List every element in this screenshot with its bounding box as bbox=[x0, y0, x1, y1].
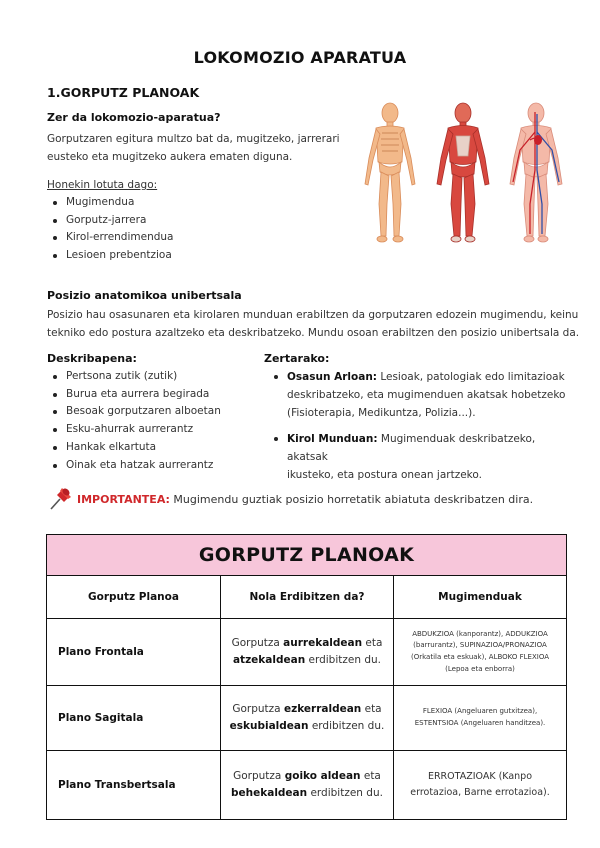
intro-question: Zer da lokomozio-aparatua? bbox=[47, 111, 221, 124]
division-text: eta bbox=[362, 637, 383, 649]
list-item: Besoak gorputzaren alboetan bbox=[47, 403, 221, 421]
plane-name: Plano Sagitala bbox=[47, 686, 221, 751]
purpose-text: deskribatzeko, eta mugimenduen akatsak hobetzeko bbox=[287, 389, 566, 401]
plane-name: Plano Frontala bbox=[47, 619, 221, 686]
list-item bbox=[268, 430, 573, 484]
list-item: Mugimendua bbox=[47, 194, 174, 212]
movement-line: ERROTAZIOAK (Kanpo bbox=[427, 771, 533, 782]
list-item: Oinak eta hatzak aurrerantz bbox=[47, 457, 221, 475]
division-part: ezkerraldean bbox=[283, 703, 362, 715]
anatomic-text-line: tekniko edo postura azaltzeko eta deskribatzeko. Mundu osoan erabiltzen den posizio unibertsala da. bbox=[47, 327, 580, 339]
table-title: GORPUTZ PLANOAK bbox=[47, 535, 567, 576]
division-text: eta bbox=[360, 770, 381, 782]
important-lead: IMPORTANTEA: bbox=[77, 493, 170, 506]
description-heading: Deskribapena: bbox=[47, 352, 137, 365]
list-item: Kirol-errendimendua bbox=[47, 229, 174, 247]
anatomic-text bbox=[47, 306, 587, 342]
description-list bbox=[47, 368, 221, 474]
division-text: eta bbox=[361, 703, 382, 715]
division-text: erdibitzen du. bbox=[305, 654, 382, 666]
purpose-text: Mugimenduak deskribatzeko, akatsak bbox=[287, 433, 536, 463]
circulatory-figure bbox=[510, 103, 562, 242]
division-text: Gorputza bbox=[233, 770, 285, 782]
list-item: Hankak elkartuta bbox=[47, 439, 221, 457]
division-part: goiko aldean bbox=[284, 770, 361, 782]
movement-line: (barrurantz), SUPINAZIOA/PRONAZIOA bbox=[413, 641, 547, 650]
plane-movements bbox=[394, 686, 567, 751]
division-text: Gorputza bbox=[232, 703, 284, 715]
important-text bbox=[77, 493, 533, 506]
purpose-text: (Fisioterapia, Medikuntza, Polizia...). bbox=[287, 407, 476, 419]
purpose-label: Kirol Munduan: bbox=[287, 433, 378, 445]
division-text: erdibitzen du. bbox=[307, 787, 383, 799]
table-row bbox=[47, 619, 567, 686]
table-row bbox=[47, 751, 567, 820]
division-text: erdibitzen du. bbox=[308, 720, 385, 732]
anatomic-text-line: Posizio hau osasunaren eta kirolaren munduan erabiltzen da gorputzaren edozein mugimendu, keinu bbox=[47, 309, 579, 321]
purpose-text: ikusteko, eta postura onean jartzeko. bbox=[287, 469, 482, 481]
column-header: Gorputz Planoa bbox=[47, 576, 221, 619]
division-part: aurrekaldean bbox=[283, 637, 363, 649]
planes-table bbox=[46, 534, 567, 820]
plane-division bbox=[221, 619, 394, 686]
movement-line: (Lepoa eta enborra) bbox=[445, 664, 515, 673]
list-item: Burua eta aurrera begirada bbox=[47, 386, 221, 404]
movement-line: (Orkatila eta eskuak), ALBOKO FLEXIOA bbox=[410, 653, 549, 661]
pushpin-icon bbox=[47, 484, 75, 512]
related-label: Honekin lotuta dago: bbox=[47, 179, 158, 191]
important-body: Mugimendu guztiak posizio horretatik abiatuta deskribatzen dira. bbox=[169, 493, 534, 506]
list-item bbox=[268, 368, 573, 422]
list-item: Gorputz-jarrera bbox=[47, 212, 174, 230]
plane-movements bbox=[394, 619, 567, 686]
division-text: Gorputza bbox=[231, 637, 284, 649]
page-title: LOKOMOZIO APARATUA bbox=[193, 48, 407, 67]
plane-division bbox=[221, 686, 394, 751]
purpose-label: Osasun Arloan: bbox=[287, 371, 377, 383]
purpose-heading: Zertarako: bbox=[264, 352, 330, 365]
list-item: Pertsona zutik (zutik) bbox=[47, 368, 221, 386]
purpose-text: Lesioak, patologiak edo limitazioak bbox=[377, 371, 565, 383]
column-header: Mugimenduak bbox=[394, 576, 567, 619]
muscular-figure bbox=[437, 103, 489, 242]
anatomy-illustration bbox=[352, 100, 574, 246]
table-header-row bbox=[47, 576, 567, 619]
division-part: atzekaldean bbox=[232, 654, 306, 666]
important-note bbox=[47, 484, 587, 514]
column-header: Nola Erdibitzen da? bbox=[221, 576, 394, 619]
related-list bbox=[47, 194, 174, 265]
list-item: Esku-ahurrak aurrerantz bbox=[47, 421, 221, 439]
plane-movements bbox=[394, 751, 567, 820]
section-title: 1.GORPUTZ PLANOAK bbox=[47, 85, 200, 100]
intro-text bbox=[47, 130, 347, 166]
movement-line: errotazioa, Barne errotazioa). bbox=[410, 787, 550, 798]
skeleton-figure bbox=[365, 103, 415, 242]
anatomic-heading: Posizio anatomikoa unibertsala bbox=[47, 289, 242, 302]
plane-division bbox=[221, 751, 394, 820]
plane-name: Plano Transbertsala bbox=[47, 751, 221, 820]
division-part: eskubialdean bbox=[229, 720, 309, 732]
movement-line: ESTENTSIOA (Angeluaren handitzea). bbox=[414, 719, 546, 727]
table-row bbox=[47, 686, 567, 751]
division-part: behekaldean bbox=[231, 787, 308, 799]
purpose-list bbox=[268, 368, 573, 492]
movement-line: ABDUKZIOA (kanporantz), ADDUKZIOA bbox=[412, 629, 548, 638]
movement-line: FLEXIOA (Angeluaren gutxitzea), bbox=[422, 707, 538, 716]
intro-text-line: Gorputzaren egitura multzo bat da, mugitzeko, jarrerari bbox=[47, 133, 340, 145]
list-item: Lesioen prebentzioa bbox=[47, 247, 174, 265]
intro-text-line: eusteko eta mugitzeko aukera ematen diguna. bbox=[47, 151, 293, 163]
